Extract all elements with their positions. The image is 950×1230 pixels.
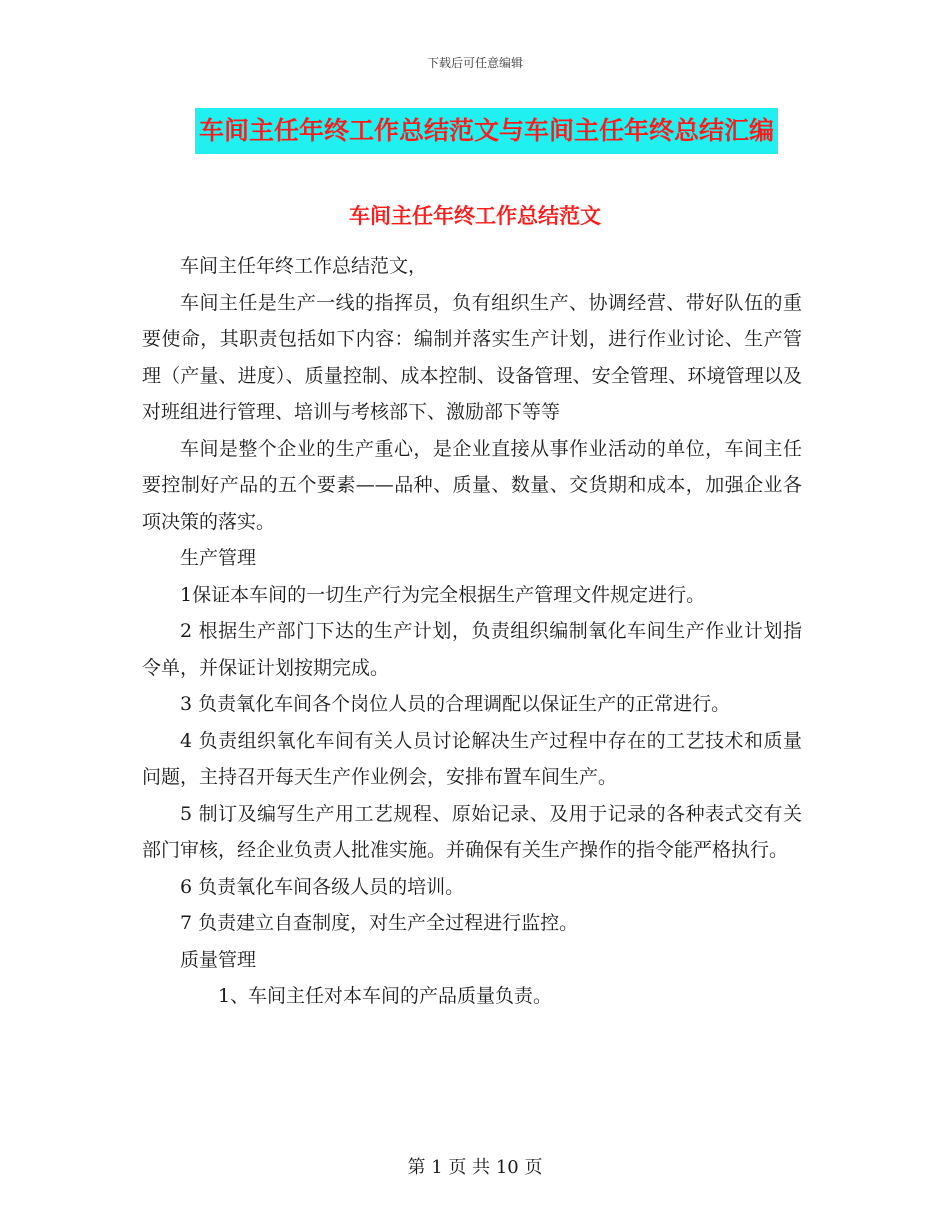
list-item: 4 负责组织氧化车间有关人员讨论解决生产过程中存在的工艺技术和质量问题，主持召开每天生产作业例会，安排布置车间生产。 xyxy=(142,729,802,788)
document-body xyxy=(142,248,802,1015)
list-item: 7 负责建立自查制度，对生产全过程进行监控。 xyxy=(180,912,579,934)
document-title: 车间主任年终工作总结范文与车间主任年终总结汇编 xyxy=(195,108,778,154)
list-item: 1保证本车间的一切生产行为完全根据生产管理文件规定进行。 xyxy=(180,583,706,606)
list-item: 5 制订及编写生产用工艺规程、原始记录、及用于记录的各种表式交有关部门审核，经企业负责人批准实施。并确保有关生产操作的指令能严格执行。 xyxy=(142,802,802,861)
heading-production-management: 生产管理 xyxy=(180,547,257,569)
page-footer: 第 1 页 共 10 页 xyxy=(407,1157,543,1178)
paragraph-intro: 车间主任年终工作总结范文， xyxy=(180,255,428,277)
list-item xyxy=(142,978,802,1015)
list-item-number: 1、 xyxy=(218,985,250,1007)
list-item: 2 根据生产部门下达的生产计划，负责组织编制氧化车间生产作业计划指令单，并保证计划按期完成。 xyxy=(142,620,802,679)
list-item: 3 负责氧化车间各个岗位人员的合理调配以保证生产的正常进行。 xyxy=(180,693,731,715)
paragraph-workshop: 车间是整个企业的生产重心，是企业直接从事作业活动的单位，车间主任要控制好产品的五个要素——品种、质量、数量、交货期和成本，加强企业各项决策的落实。 xyxy=(142,437,802,533)
paragraph-duties: 车间主任是生产一线的指挥员，负有组织生产、协调经营、带好队伍的重要使命，其职责包括如下内容：编制并落实生产计划，进行作业讨论、生产管理（产量、进度）、质量控制、成本控制、设备管理、安全管理、环境管理以及对班组进行管理、培训与考核部下、激励部下等等 xyxy=(142,291,802,423)
page-header: 下载后可任意编辑 xyxy=(426,56,523,70)
list-item-text: 车间主任对本车间的产品质量负责。 xyxy=(248,985,553,1007)
list-item: 6 负责氧化车间各级人员的培训。 xyxy=(180,875,465,898)
heading-quality-management: 质量管理 xyxy=(180,948,257,971)
section-title: 车间主任年终工作总结范文 xyxy=(349,204,601,228)
